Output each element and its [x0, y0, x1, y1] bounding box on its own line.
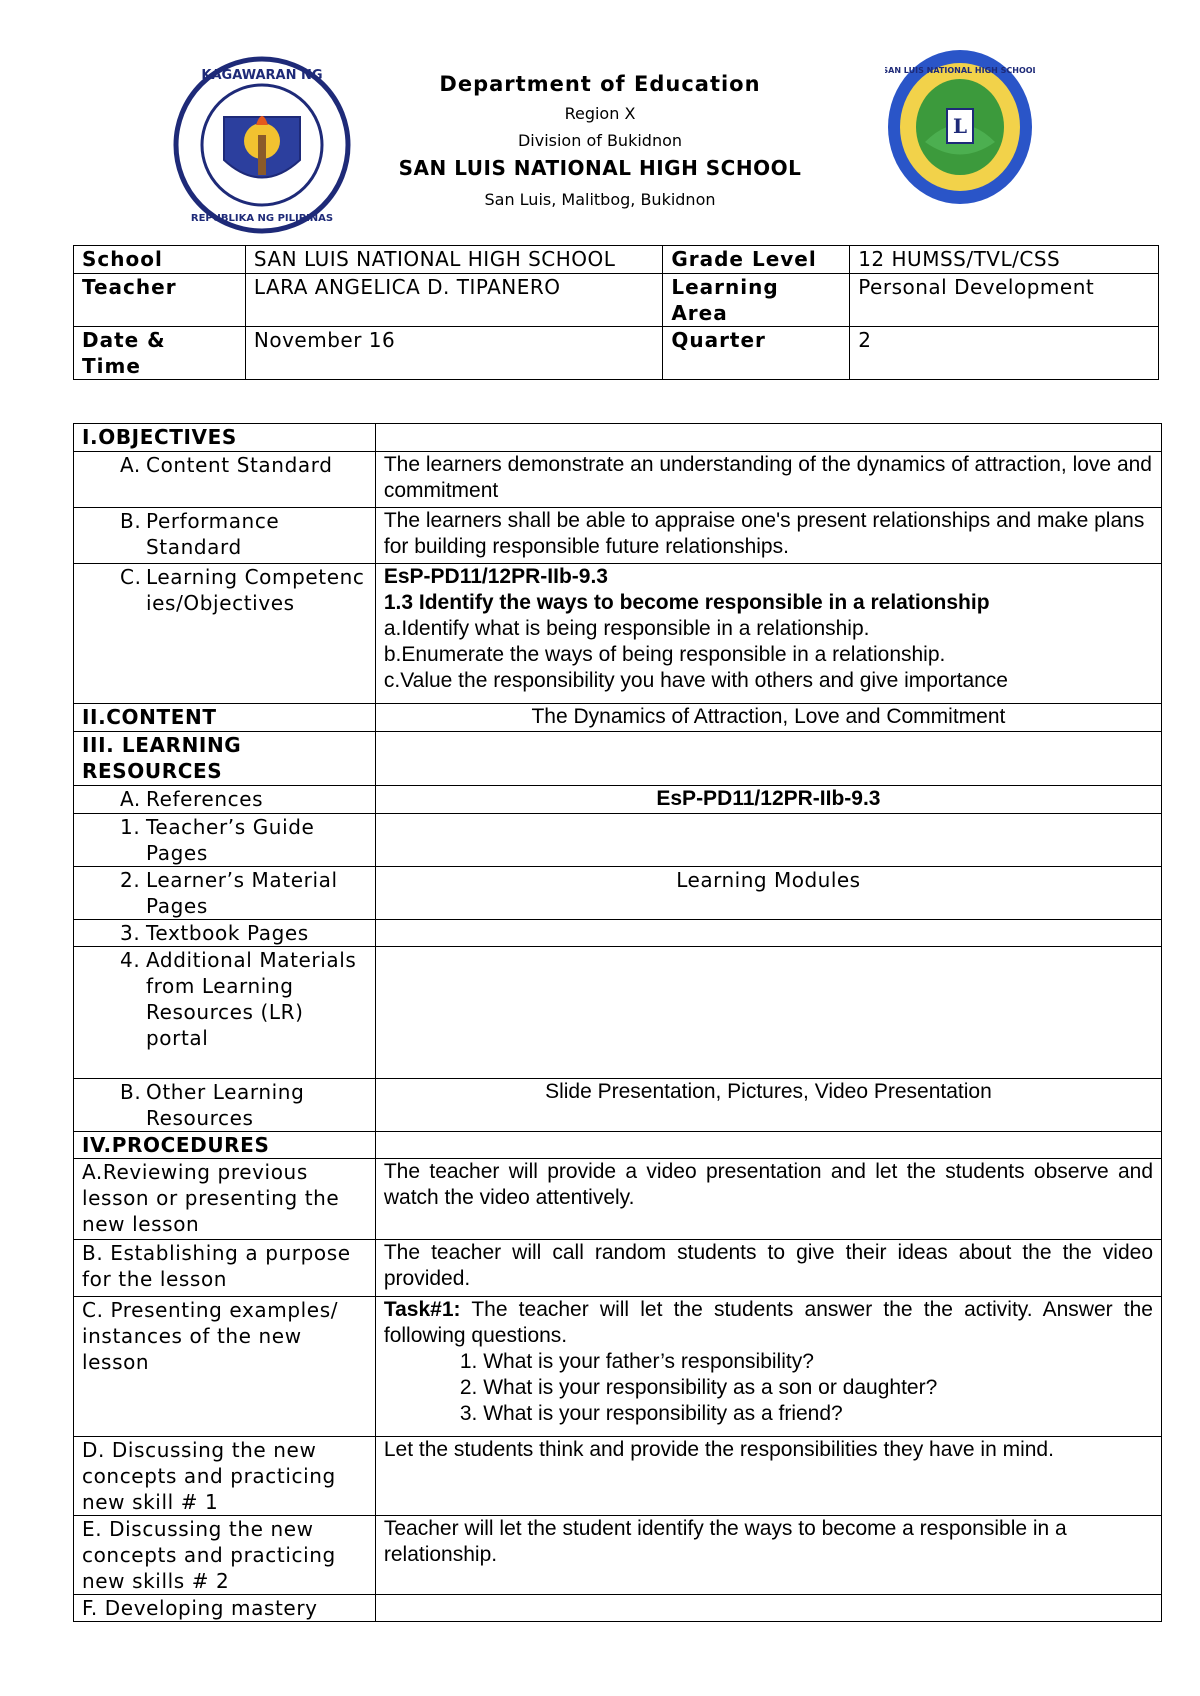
region: Region X	[564, 104, 636, 123]
letterhead	[300, 72, 900, 209]
grade-label: Grade Level	[663, 246, 850, 274]
question-1: 1. What is your father’s responsibility?	[459, 1350, 814, 1373]
procedure-a-text: The teacher will provide a video presentation and let the students observe and watch the video attentively.	[375, 1159, 1161, 1240]
svg-text:SAN LUIS NATIONAL HIGH SCHOOL: SAN LUIS NATIONAL HIGH SCHOOL	[885, 66, 1035, 75]
grade-value: 12 HUMSS/TVL/CSS	[850, 246, 1159, 274]
task-label: Task#1:	[383, 1298, 461, 1321]
department-name: Department of Education	[439, 72, 761, 96]
content-standard-label: A. Content Standard	[74, 452, 376, 508]
date-value: November 16	[245, 327, 662, 380]
procedure-b-label: B. Establishing a purpose for the lesson	[74, 1240, 376, 1297]
info-table	[73, 245, 1159, 380]
competency-code: EsP-PD11/12PR-IIb-9.3	[383, 565, 608, 588]
date-time-label: Date & Time	[74, 327, 246, 380]
procedures-heading: IV.PROCEDURES	[74, 1132, 376, 1159]
additional-materials-label: 4. Additional Materials from Learning Resources (LR) portal	[74, 947, 376, 1079]
procedure-b-text: The teacher will call random students to give their ideas about the the video provided.	[375, 1240, 1161, 1297]
content-standard-text: The learners demonstrate an understanding of the dynamics of attraction, love and commitment	[375, 452, 1161, 508]
textbook-pages-label: 3. Textbook Pages	[74, 920, 376, 947]
task-text: The teacher will let the students answer the the activity. Answer the following questions.	[383, 1298, 1153, 1347]
competency-heading: 1.3 Identify the ways to become responsible in a relationship	[383, 591, 990, 614]
procedure-e-label: E. Discussing the new concepts and practicing new skills # 2	[74, 1516, 376, 1595]
other-resources-value: Slide Presentation, Pictures, Video Presentation	[375, 1079, 1161, 1132]
performance-standard-text: The learners shall be able to appraise one's present relationships and make plans for building responsible future relationships.	[375, 508, 1161, 564]
objectives-heading: I.OBJECTIVES	[74, 424, 376, 452]
objective-a: a.Identify what is being responsible in a relationship.	[383, 617, 870, 640]
learning-area-value: Personal Development	[850, 274, 1159, 327]
learning-competencies-text	[375, 564, 1161, 704]
learning-resources-heading: III. LEARNING RESOURCES	[74, 732, 376, 786]
objective-c: c.Value the responsibility you have with others and give importance	[383, 669, 1008, 692]
school-name: SAN LUIS NATIONAL HIGH SCHOOL	[398, 156, 802, 180]
other-resources-label: B. Other Learning Resources	[74, 1079, 376, 1132]
performance-standard-label: B. Performance Standard	[74, 508, 376, 564]
procedure-c-text	[375, 1297, 1161, 1437]
svg-text:REPUBLIKA NG PILIPINAS: REPUBLIKA NG PILIPINAS	[190, 213, 334, 224]
content-heading: II.CONTENT	[74, 704, 376, 732]
content-value: The Dynamics of Attraction, Love and Commitment	[375, 704, 1161, 732]
teachers-guide-label: 1. Teacher’s Guide Pages	[74, 814, 376, 867]
procedure-a-label: A.Reviewing previous lesson or presenting the new lesson	[74, 1159, 376, 1240]
learners-material-value: Learning Modules	[375, 867, 1161, 920]
objective-b: b.Enumerate the ways of being responsible in a relationship.	[383, 643, 946, 666]
quarter-value: 2	[850, 327, 1159, 380]
division: Division of Bukidnon	[517, 131, 683, 150]
question-2: 2. What is your responsibility as a son or daughter?	[459, 1376, 938, 1399]
svg-text:KAGAWARAN NG: KAGAWARAN NG	[201, 68, 323, 83]
references-value: EsP-PD11/12PR-IIb-9.3	[375, 786, 1161, 814]
learners-material-label: 2. Learner’s Material Pages	[74, 867, 376, 920]
teacher-value: LARA ANGELICA D. TIPANERO	[245, 274, 662, 327]
school-address: San Luis, Malitbog, Bukidnon	[484, 190, 716, 209]
procedure-d-text: Let the students think and provide the responsibilities they have in mind.	[375, 1437, 1161, 1516]
question-3: 3. What is your responsibility as a friend?	[459, 1402, 843, 1425]
school-seal-logo	[885, 47, 1035, 207]
procedure-c-label: C. Presenting examples/ instances of the new lesson	[74, 1297, 376, 1437]
references-label: A. References	[74, 786, 376, 814]
school-label: School	[74, 246, 246, 274]
teacher-label: Teacher	[74, 274, 246, 327]
school-value: SAN LUIS NATIONAL HIGH SCHOOL	[245, 246, 662, 274]
lesson-plan-table	[73, 423, 1162, 1622]
svg-text:L: L	[952, 114, 968, 138]
learning-competencies-label: C. Learning Competencies/Objectives	[74, 564, 376, 704]
procedure-f-label: F. Developing mastery	[74, 1595, 376, 1622]
quarter-label: Quarter	[663, 327, 850, 380]
procedure-d-label: D. Discussing the new concepts and practicing new skill # 1	[74, 1437, 376, 1516]
procedure-e-text: Teacher will let the student identify the ways to become a responsible in a relationship.	[375, 1516, 1161, 1595]
learning-area-label: Learning Area	[663, 274, 850, 327]
